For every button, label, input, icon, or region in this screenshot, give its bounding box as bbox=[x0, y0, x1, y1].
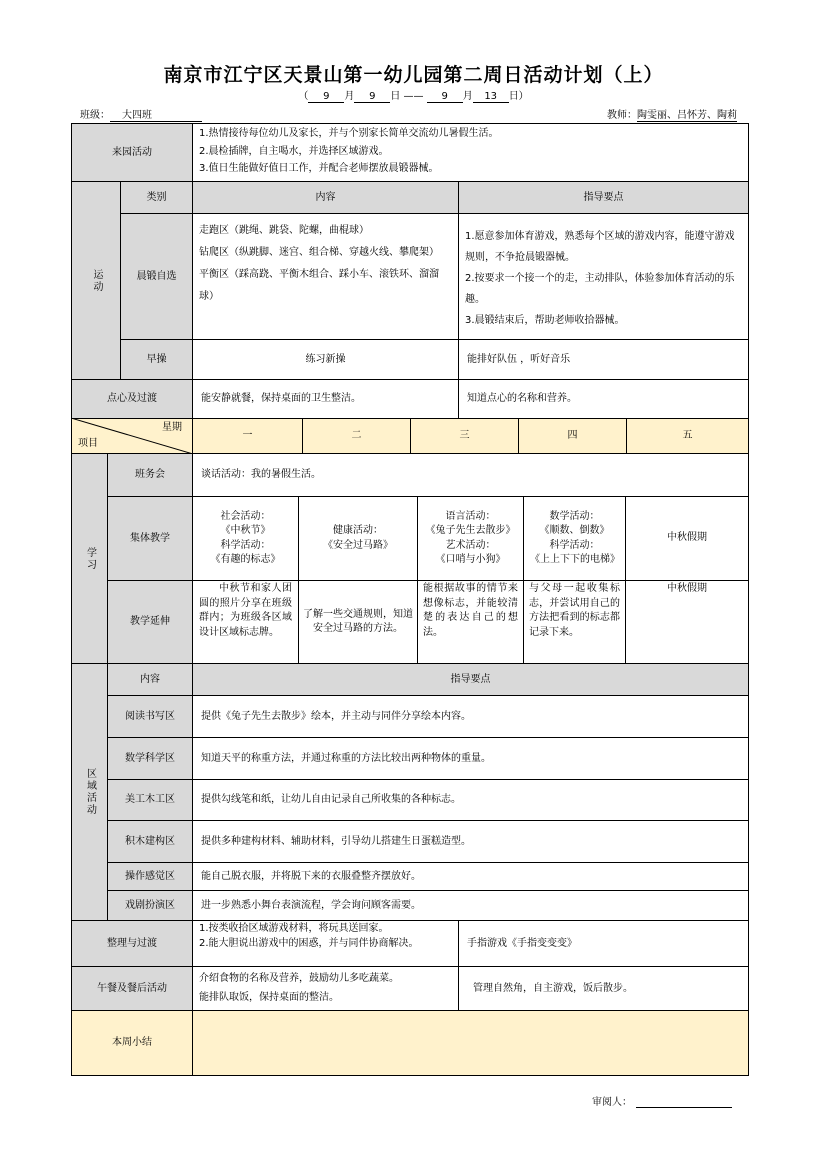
end-day: 13 bbox=[473, 91, 509, 103]
teacher-info bbox=[607, 106, 737, 121]
group-teaching-tue: 健康活动： 《安全过马路》 bbox=[298, 496, 418, 581]
area-name: 阅读书写区 bbox=[107, 695, 193, 738]
area-name: 戏剧扮演区 bbox=[107, 890, 193, 921]
learning-label bbox=[71, 453, 108, 664]
start-month: 9 bbox=[308, 91, 344, 103]
corner-item-label: 项目 bbox=[78, 438, 98, 449]
area-guidance: 进一步熟悉小舞台表演流程，学会询问顾客需要。 bbox=[192, 890, 749, 921]
drill-label: 早操 bbox=[120, 339, 193, 380]
area-col-content: 内容 bbox=[107, 663, 193, 696]
date-close: 日） bbox=[508, 91, 529, 102]
teacher-value: 陶雯丽、吕怀芳、陶莉 bbox=[637, 110, 737, 121]
day-label: 日 bbox=[390, 91, 401, 102]
weekday-thu: 四 bbox=[518, 418, 627, 454]
teaching-extension-mon: 中秋节和家人团圆的照片分享在班级群内；为班级各区域设计区域标志牌。 bbox=[192, 580, 299, 664]
exercise-label bbox=[71, 181, 121, 380]
teaching-extension-thu: 与父母一起收集标志，并尝试用自己的方法把看到的标志都记录下来。 bbox=[523, 580, 626, 664]
end-month: 9 bbox=[427, 91, 463, 103]
morning-exercise-label: 晨锻自选 bbox=[120, 213, 193, 340]
area-activity-label bbox=[71, 663, 108, 921]
date-range bbox=[0, 87, 827, 103]
arrival-label: 来园活动 bbox=[71, 123, 193, 182]
tidy-label: 整理与过渡 bbox=[71, 920, 193, 967]
weekly-summary-content[interactable] bbox=[192, 1010, 749, 1076]
month-label: 月 bbox=[344, 91, 355, 102]
exercise-label-text: 运动 bbox=[91, 268, 102, 293]
group-teaching-label: 集体教学 bbox=[107, 496, 193, 581]
teaching-extension-label: 教学延伸 bbox=[107, 580, 193, 664]
snack-guidance: 知道点心的名称和营养。 bbox=[458, 379, 749, 419]
reviewer-label: 审阅人： bbox=[592, 1097, 632, 1108]
morning-guidance-item: 1.愿意参加体育游戏，熟悉每个区域的游戏内容，能遵守游戏规则，不争抢晨锻器械。 bbox=[465, 231, 735, 263]
lunch-item: 能排队取饭，保持桌面的整洁。 bbox=[199, 992, 339, 1003]
class-meeting-content: 谈话活动：我的暑假生活。 bbox=[192, 453, 749, 497]
weekday-wed: 三 bbox=[410, 418, 519, 454]
group-teaching-thu: 数学活动： 《顺数、倒数》 科学活动： 《上上下下的电梯》 bbox=[523, 496, 626, 581]
learning-label-text: 学习 bbox=[84, 546, 96, 571]
lunch-item: 介绍食物的名称及营养，鼓励幼儿多吃蔬菜。 bbox=[199, 973, 399, 984]
area-guidance: 提供《兔子先生去散步》绘本，并主动与同伴分享绘本内容。 bbox=[192, 695, 749, 738]
lunch-guidance: 管理自然角，自主游戏，饭后散步。 bbox=[458, 966, 749, 1011]
teacher-label: 教师： bbox=[607, 110, 637, 121]
weekly-summary-label: 本周小结 bbox=[71, 1010, 193, 1076]
arrival-item: 3.值日生能做好值日工作，并配合老师摆放晨锻器械。 bbox=[199, 163, 439, 174]
drill-content: 练习新操 bbox=[192, 339, 459, 380]
morning-content-item: 平衡区（踩高跷、平衡木组合、踩小车、滚铁环、溜溜球） bbox=[199, 269, 439, 302]
area-activity-label-text: 区域活动 bbox=[84, 768, 96, 816]
arrival-item: 1.热情接待每位幼儿及家长，并与个别家长简单交流幼儿暑假生活。 bbox=[199, 128, 499, 139]
morning-exercise-content bbox=[192, 213, 459, 340]
area-guidance: 提供勾线笔和纸，让幼儿自由记录自己所收集的各种标志。 bbox=[192, 779, 749, 821]
area-name: 操作感觉区 bbox=[107, 862, 193, 891]
area-guidance: 知道天平的称重方法，并通过称重的方法比较出两种物体的重量。 bbox=[192, 737, 749, 780]
class-info bbox=[80, 106, 202, 122]
area-guidance: 提供多种建构材料、辅助材料，引导幼儿搭建生日蛋糕造型。 bbox=[192, 820, 749, 863]
weekday-fri: 五 bbox=[626, 418, 749, 454]
area-name: 美工木工区 bbox=[107, 779, 193, 821]
area-name: 数学科学区 bbox=[107, 737, 193, 780]
date-dash: —— bbox=[403, 91, 424, 102]
drill-guidance: 能排好队伍 ，听好音乐 bbox=[458, 339, 749, 380]
snack-content: 能安静就餐，保持桌面的卫生整洁。 bbox=[192, 379, 459, 419]
tidy-item: 1.按类收拾区域游戏材料，将玩具送回家。 bbox=[199, 923, 389, 934]
morning-content-item: 钻爬区（纵跳脚、迷宫、组合梯、穿越火线、攀爬架） bbox=[199, 247, 439, 258]
weekday-tue: 二 bbox=[302, 418, 411, 454]
class-value: 大四班 bbox=[110, 106, 202, 122]
area-guidance: 能自己脱衣服，并将脱下来的衣服叠整齐摆放好。 bbox=[192, 862, 749, 891]
corner-weekday-label: 星期 bbox=[162, 422, 182, 433]
start-day: 9 bbox=[354, 91, 390, 103]
morning-content-item: 走跑区（跳绳、跳袋、陀螺，曲棍球） bbox=[199, 225, 369, 236]
morning-guidance-item: 2.按要求一个接一个的走，主动排队，体验参加体育活动的乐趣。 bbox=[465, 273, 735, 305]
snack-label: 点心及过渡 bbox=[71, 379, 193, 419]
page-title: 南京市江宁区天景山第一幼儿园第二周日活动计划（上） bbox=[163, 64, 664, 86]
teaching-extension-wed: 能根据故事的情节来想像标志，并能较清楚的表达自己的想法。 bbox=[417, 580, 524, 664]
lunch-label: 午餐及餐后活动 bbox=[71, 966, 193, 1011]
class-meeting-label: 班务会 bbox=[107, 453, 193, 497]
exercise-col-category: 类别 bbox=[120, 181, 193, 214]
group-teaching-fri: 中秋假期 bbox=[625, 496, 749, 581]
date-open: （ bbox=[298, 91, 309, 102]
group-teaching-wed: 语言活动： 《兔子先生去散步》 艺术活动： 《口哨与小狗》 bbox=[417, 496, 524, 581]
exercise-col-guidance: 指导要点 bbox=[458, 181, 749, 214]
arrival-content bbox=[192, 123, 749, 182]
morning-exercise-guidance bbox=[458, 213, 749, 340]
reviewer-signature-line[interactable] bbox=[636, 1095, 732, 1108]
teaching-extension-tue: 了解一些交通规则，知道安全过马路的方法。 bbox=[298, 580, 418, 664]
group-teaching-mon: 社会活动： 《中秋节》 科学活动： 《有趣的标志》 bbox=[192, 496, 299, 581]
month-label: 月 bbox=[462, 91, 473, 102]
exercise-col-content: 内容 bbox=[192, 181, 459, 214]
area-col-guidance: 指导要点 bbox=[192, 663, 749, 696]
week-corner-cell bbox=[71, 418, 193, 454]
lunch-content bbox=[192, 966, 459, 1011]
tidy-item: 2.能大胆说出游戏中的困惑，并与同伴协商解决。 bbox=[199, 937, 419, 949]
area-name: 积木建构区 bbox=[107, 820, 193, 863]
teaching-extension-fri: 中秋假期 bbox=[625, 580, 749, 664]
morning-guidance-item: 3.晨锻结束后，帮助老师收拾器械。 bbox=[465, 315, 625, 326]
tidy-content bbox=[192, 920, 459, 967]
class-label: 班级： bbox=[80, 110, 110, 121]
arrival-item: 2.晨检插牌，自主喝水，并选择区域游戏。 bbox=[199, 145, 389, 157]
weekday-mon: 一 bbox=[192, 418, 303, 454]
tidy-guidance: 手指游戏《手指变变变》 bbox=[458, 920, 749, 967]
reviewer-field bbox=[592, 1093, 732, 1108]
